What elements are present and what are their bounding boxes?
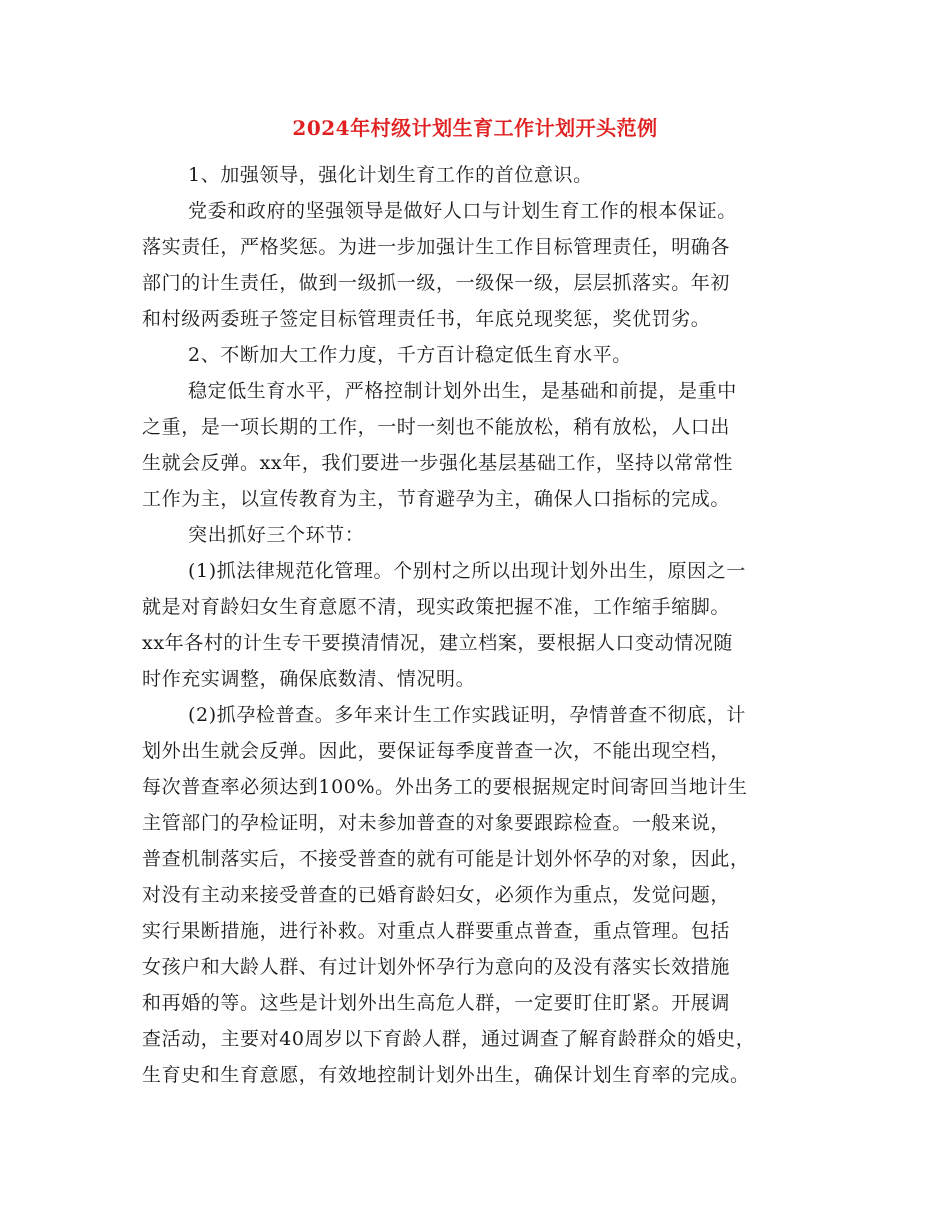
document-title: 2024年村级计划生育工作计划开头范例 (292, 116, 658, 140)
paragraph-line: 生就会反弹。xx年，我们要进一步强化基层基础工作，坚持以常常性 (142, 452, 734, 474)
section-heading-1: 1、加强领导，强化计划生育工作的首位意识。 (188, 164, 593, 186)
paragraph-line: 每次普查率必须达到100%。外出务工的要根据规定时间寄回当地计生 (142, 776, 748, 798)
paragraph-line: 主管部门的孕检证明，对未参加普查的对象要跟踪检查。一般来说， (142, 812, 731, 834)
paragraph-line: 查活动，主要对40周岁以下育龄人群，通过调查了解育龄群众的婚史， (142, 1028, 756, 1050)
paragraph-line: (1)抓法律规范化管理。个别村之所以出现计划外出生，原因之一 (188, 560, 746, 582)
paragraph-line: 之重，是一项长期的工作，一时一刻也不能放松，稍有放松，人口出 (142, 416, 731, 438)
paragraph-line: 党委和政府的坚强领导是做好人口与计划生育工作的根本保证。 (188, 200, 737, 222)
paragraph-line: 落实责任，严格奖惩。为进一步加强计生工作目标管理责任，明确各 (142, 236, 731, 258)
paragraph-line: 生育史和生育意愿，有效地控制计划外出生，确保计划生育率的完成。 (142, 1064, 750, 1086)
paragraph-line: 稳定低生育水平，严格控制计划外出生，是基础和前提，是重中 (188, 380, 737, 402)
section-heading-2: 2、不断加大工作力度，千方百计稳定低生育水平。 (188, 344, 632, 366)
paragraph-line: 划外出生就会反弹。因此，要保证每季度普查一次，不能出现空档， (142, 740, 731, 762)
paragraph-line: 工作为主，以宣传教育为主，节育避孕为主，确保人口指标的完成。 (142, 488, 731, 510)
paragraph-line: 实行果断措施，进行补救。对重点人群要重点普查，重点管理。包括 (142, 920, 731, 942)
paragraph-line: 和村级两委班子签定目标管理责任书，年底兑现奖惩，奖优罚劣。 (142, 308, 711, 330)
paragraph-line: 普查机制落实后，不接受普查的就有可能是计划外怀孕的对象，因此， (142, 848, 750, 870)
paragraph-line: 就是对育龄妇女生育意愿不清，现实政策把握不准，工作缩手缩脚。 (142, 596, 731, 618)
paragraph-line: xx年各村的计生专干要摸清情况，建立档案，要根据人口变动情况随 (142, 632, 734, 654)
paragraph-line: 女孩户和大龄人群、有过计划外怀孕行为意向的及没有落实长效措施 (142, 956, 731, 978)
paragraph-line: (2)抓孕检普查。多年来计生工作实践证明，孕情普查不彻底，计 (188, 704, 746, 726)
paragraph-line: 部门的计生责任，做到一级抓一级，一级保一级，层层抓落实。年初 (142, 272, 731, 294)
paragraph-line: 突出抓好三个环节： (188, 524, 365, 546)
paragraph-line: 和再婚的等。这些是计划外出生高危人群，一定要盯住盯紧。开展调 (142, 992, 731, 1014)
paragraph-line: 对没有主动来接受普查的已婚育龄妇女，必须作为重点，发觉问题， (142, 884, 731, 906)
paragraph-line: 时作充实调整，确保底数清、情况明。 (142, 668, 476, 690)
